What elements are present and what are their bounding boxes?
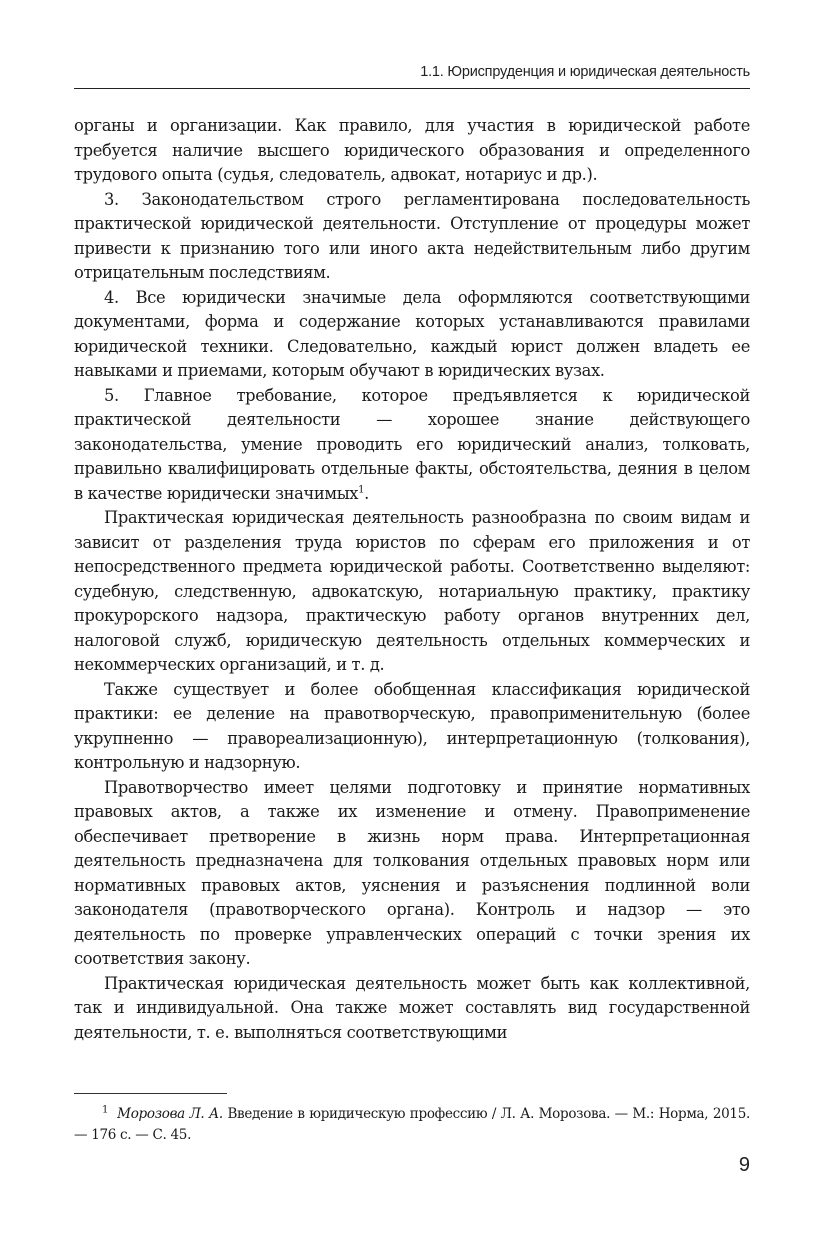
paragraph: Также существует и более обобщенная классификация юридической практики: ее деление на правотворческую, правоприменительную (более укрупненно — правореализационную), интерпретационную (толкования), контрольную и надзорную. [74,679,750,772]
footnote [74,1104,750,1146]
running-header: 1.1. Юриспруденция и юридическая деятельность [420,64,750,80]
header-rule [74,88,750,89]
paragraph: 4. Все юридически значимые дела оформляются соответствующими документами, форма и содержание которых устанавливаются правилами юридической техники. Следовательно, каждый юрист должен владеть ее навыками и приемами, которым обучают в юридических вузах. [74,287,750,380]
footnote-author: Морозова Л. А. [117,1106,223,1122]
paragraph-text: 5. Главное требование, которое предъявляется к юридической практической деятельности — хорошее знание действующего законодательства, умение проводить его юридический анализ, толковать, правильно квалифицировать отдельные факты, обстоятельства, деяния в целом в качестве юридически значимых [74,385,750,503]
body-text [74,114,750,1045]
footnote-text: Введение в юридическую профессию / Л. А. Морозова. — М.: Норма, 2015. — 176 с. — С. 45. [74,1106,750,1143]
footnote-rule [74,1093,227,1094]
paragraph: 3. Законодательством строго регламентирована последовательность практической юридической деятельности. Отступление от процедуры может привести к признанию того или иного акта недействительным либо другим отрицательным последствиям. [74,189,750,282]
footnote-reference[interactable]: 1 [358,484,365,496]
page-number: 9 [738,1154,750,1176]
paragraph: 5. Главное требование, которое предъявляется к юридической практической деятельности — хорошее знание действующего законодательства, умение проводить его юридический анализ, толковать, правильно квалифицировать отдельные факты, обстоятельства, деяния в целом в качестве юридически значимых$^1$. [74,385,750,503]
footnote-number: 1 [102,1104,109,1116]
paragraph: Практическая юридическая деятельность может быть как коллективной, так и индивидуальной. Она также может составлять вид государственной деятельности, т. е. выполняться соответствующими [74,973,750,1042]
paragraph: Практическая юридическая деятельность разнообразна по своим видам и зависит от разделения труда юристов по сферам его приложения и от непосредственного предмета юридической работы. Соответственно выделяют: судебную, следственную, адвокатскую, нотариальную практику, практику прокурорского надзора, практическую работу органов внутренних дел, налоговой служб, юридическую деятельность отдельных коммерческих и некоммерческих организаций, и т. д. [74,508,750,674]
paragraph: органы и организации. Как правило, для участия в юридической работе требуется наличие высшего юридического образования и определенного трудового опыта (судья, следователь, адвокат, нотариус и др.). [74,116,750,184]
paragraph: Правотворчество имеет целями подготовку и принятие нормативных правовых актов, а также их изменение и отмену. Правоприменение обеспечивает претворение в жизнь норм права. Интерпретационная деятельность предназначена для толкования отдельных правовых норм или нормативных правовых актов, уяснения и разъяснения подлинной воли законодателя (правотворческого органа). Контроль и надзор — это деятельность по проверке управленческих операций с точки зрения их соответствия закону. [74,777,750,968]
